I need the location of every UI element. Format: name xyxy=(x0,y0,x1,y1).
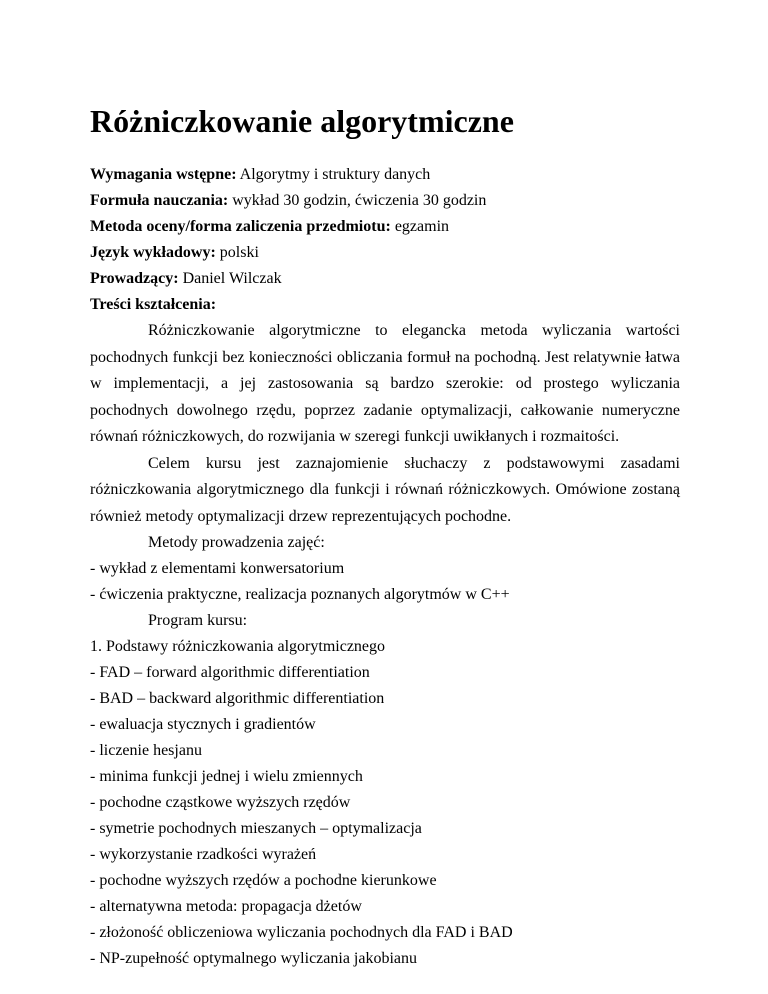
program-item: - ewaluacja stycznych i gradientów xyxy=(90,716,316,733)
meta-label: Metoda oceny/forma zaliczenia przedmiotu: xyxy=(90,218,391,235)
meta-language xyxy=(90,240,680,266)
program-item: - FAD – forward algorithmic differentiation xyxy=(90,664,370,681)
document-page xyxy=(90,102,680,972)
meta-teaching-form xyxy=(90,188,680,214)
content-heading: Treści kształcenia: xyxy=(90,296,217,313)
meta-label: Formuła nauczania: xyxy=(90,192,229,209)
program-item: - symetrie pochodnych mieszanych – optymalizacja xyxy=(90,820,422,837)
program-item: 1. Podstawy różniczkowania algorytmicznego xyxy=(90,638,386,655)
meta-label: Wymagania wstępne: xyxy=(90,166,237,183)
program-item: - alternatywna metoda: propagacja dżetów xyxy=(90,898,362,915)
paragraph-intro: Różniczkowanie algorytmiczne to elegancka metoda wyliczania wartości pochodnych funkcji bez konieczności obliczania formuł na pochodną. Jest relatywnie łatwa w implementacji, a jej zastosowania są bardzo szerokie: od prostego wyliczania pochodnych dowolnego rzędu, poprzez zadanie optymalizacji, całkowanie numeryczne równań różniczkowych, do rozwijania w szeregi funkcji uwikłanych i rozmaitości. xyxy=(90,322,680,445)
program-heading: Program kursu: xyxy=(148,612,248,629)
program-item: - NP-zupełność optymalnego wyliczania jakobianu xyxy=(90,950,418,967)
program-item: - złożoność obliczeniowa wyliczania pochodnych dla FAD i BAD xyxy=(90,924,513,941)
program-item: - liczenie hesjanu xyxy=(90,742,202,759)
meta-value: Daniel Wilczak xyxy=(182,270,282,287)
methods-heading: Metody prowadzenia zajęć: xyxy=(148,534,325,551)
program-item: - pochodne wyższych rzędów a pochodne kierunkowe xyxy=(90,872,437,889)
meta-label: Język wykładowy: xyxy=(90,244,216,261)
methods-item: - wykład z elementami konwersatorium xyxy=(90,560,345,577)
program-item: - minima funkcji jednej i wielu zmiennych xyxy=(90,768,363,785)
meta-assessment xyxy=(90,214,680,240)
meta-label: Prowadzący: xyxy=(90,270,179,287)
meta-value: polski xyxy=(219,244,259,261)
program-item: - BAD – backward algorithmic differentiation xyxy=(90,690,385,707)
meta-prerequisites xyxy=(90,162,680,188)
program-item: - wykorzystanie rzadkości wyrażeń xyxy=(90,846,317,863)
paragraph-goal: Celem kursu jest zaznajomienie słuchaczy z podstawowymi zasadami różniczkowania algorytmicznego dla funkcji i równań różniczkowych. Omówione zostaną również metody optymalizacji drzew reprezentujących pochodne. xyxy=(90,454,680,525)
meta-value: Algorytmy i struktury danych xyxy=(239,166,431,183)
meta-value: wykład 30 godzin, ćwiczenia 30 godzin xyxy=(232,192,487,209)
methods-item: - ćwiczenia praktyczne, realizacja poznanych algorytmów w C++ xyxy=(90,586,510,603)
meta-value: egzamin xyxy=(394,218,450,235)
meta-lecturer xyxy=(90,266,680,292)
document-title: Różniczkowanie algorytmiczne xyxy=(90,103,514,139)
program-item: - pochodne cząstkowe wyższych rzędów xyxy=(90,794,351,811)
